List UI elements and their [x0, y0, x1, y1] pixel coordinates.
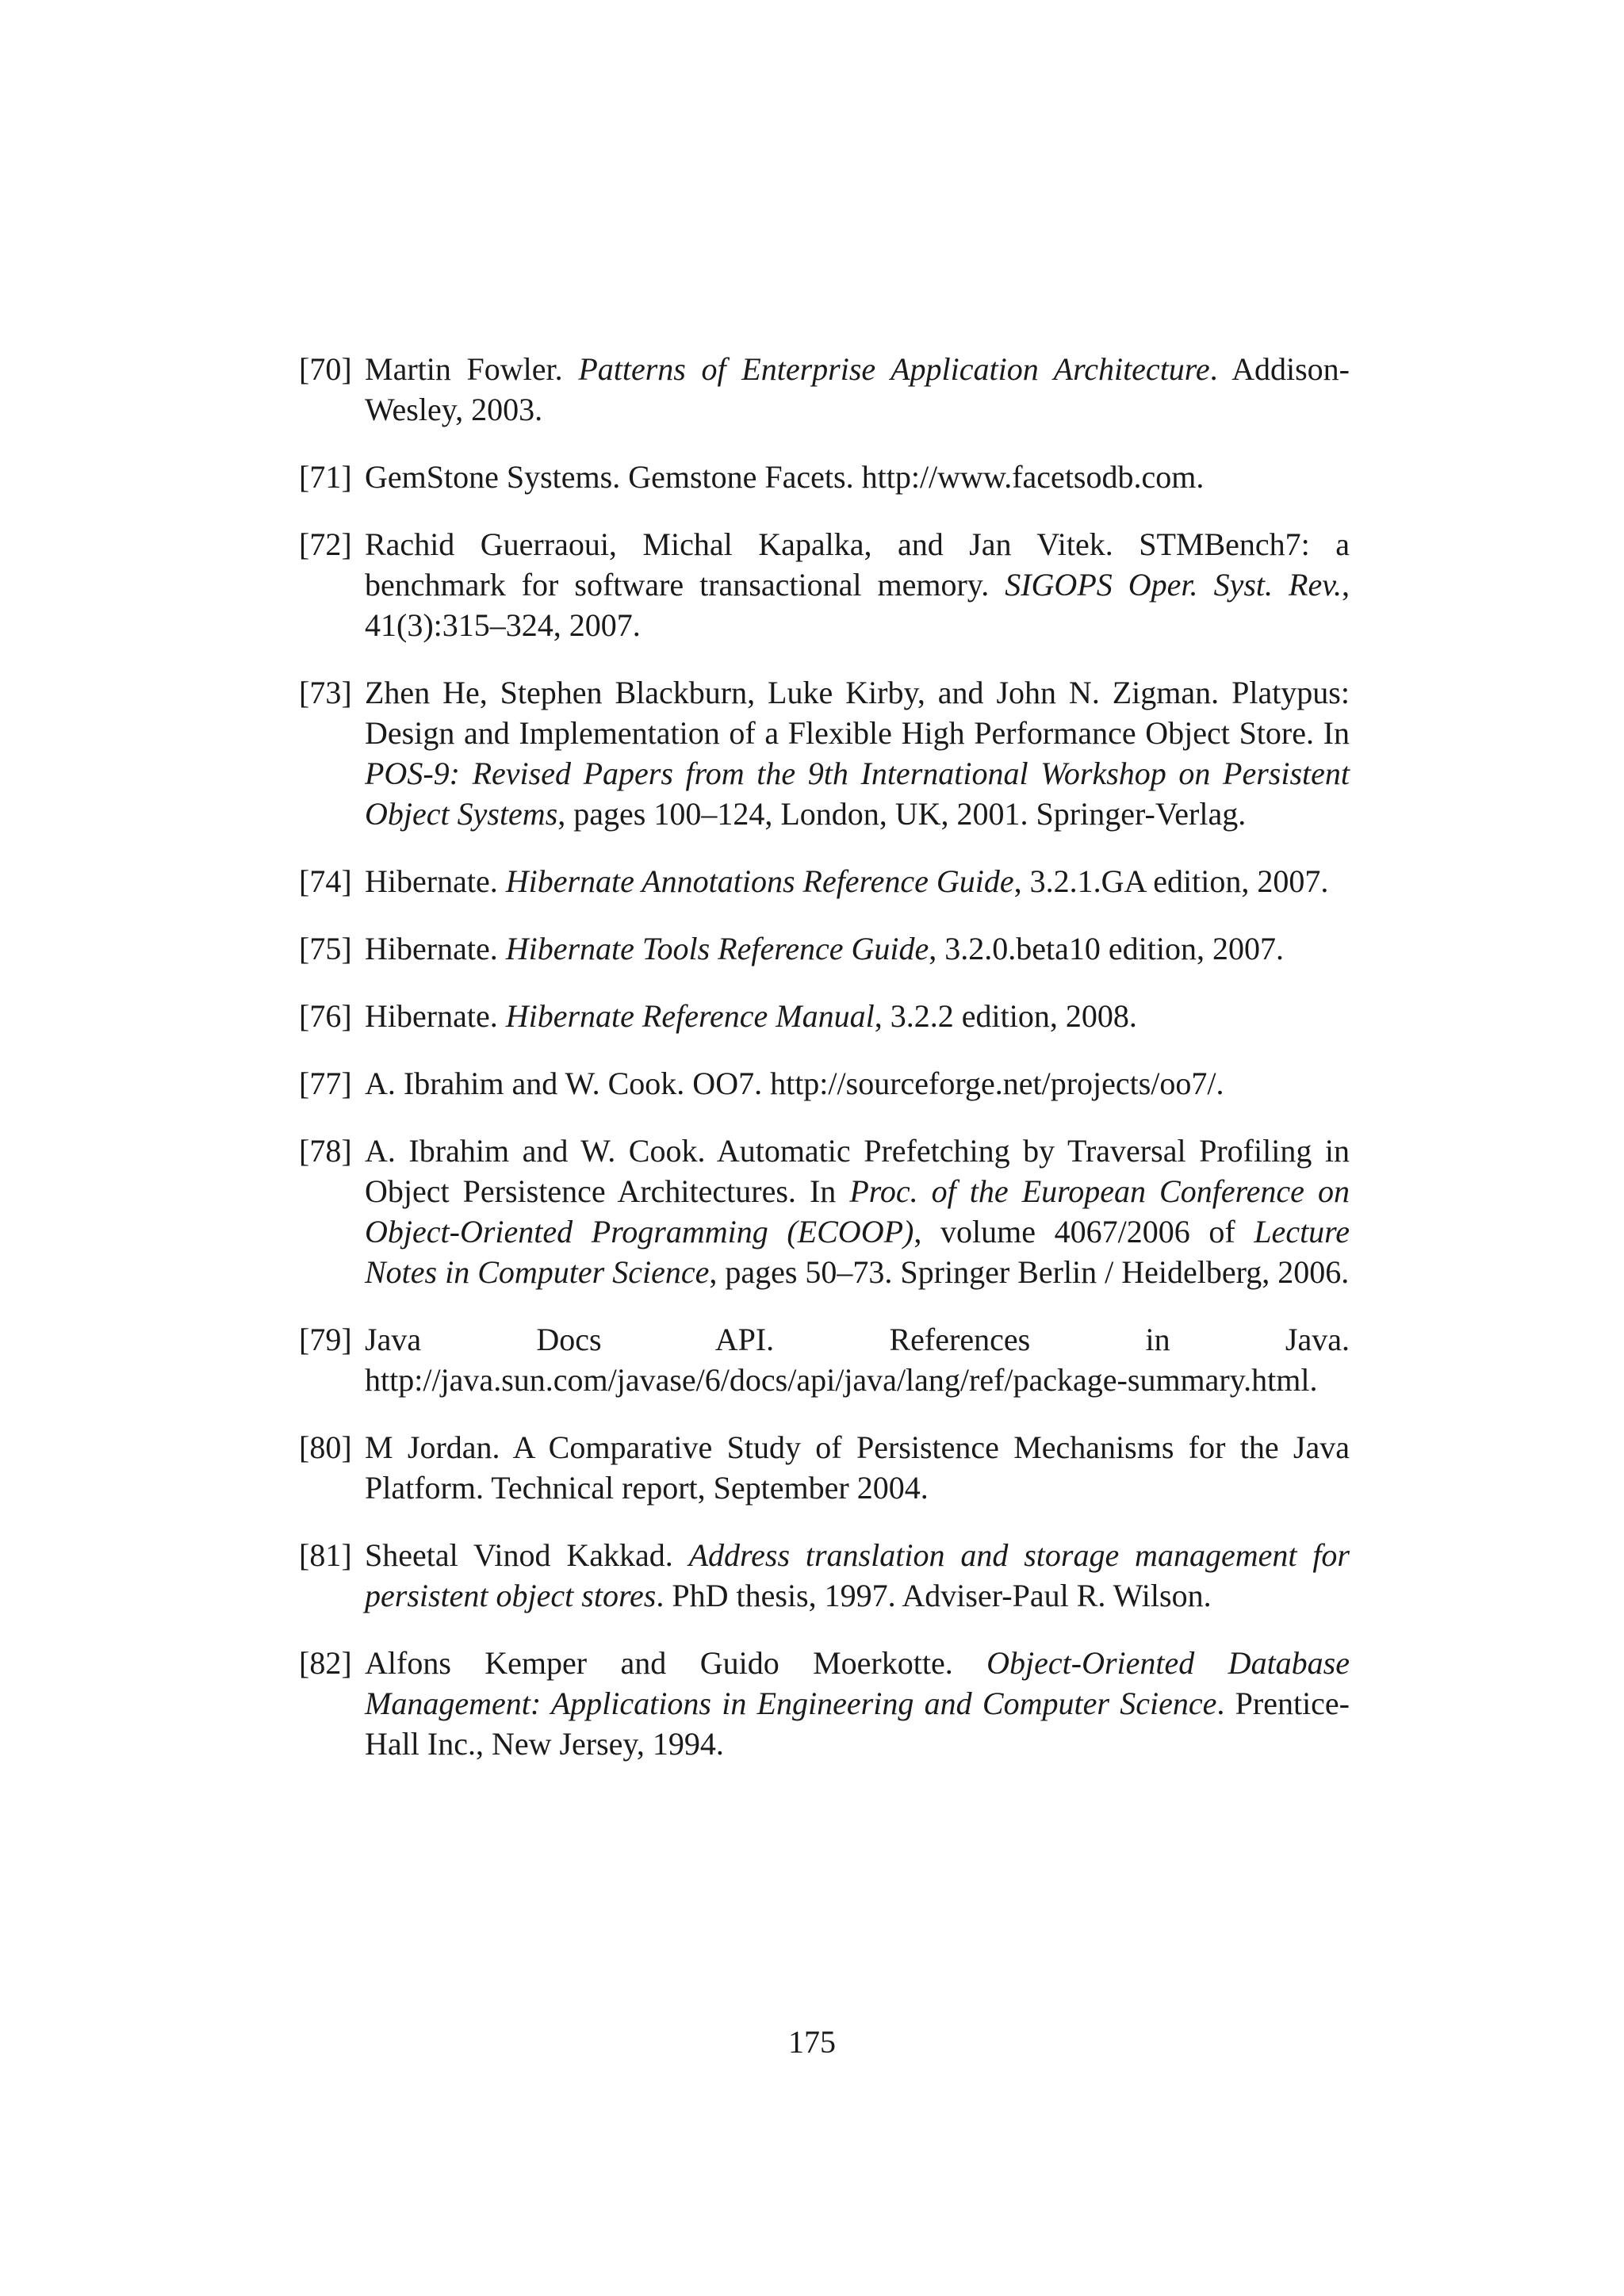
reference-entry	[299, 349, 1350, 430]
reference-title-italic: Lecture Notes in Computer Science	[365, 1214, 1350, 1290]
reference-text-segment: . Addison-Wesley, 2003.	[365, 351, 1350, 427]
reference-title-italic: SIGOPS Oper. Syst. Rev.	[1005, 567, 1342, 603]
reference-text	[365, 996, 1350, 1036]
page-number: 175	[788, 2024, 836, 2060]
reference-text-segment: Martin Fowler.	[365, 351, 579, 387]
reference-title-italic: Hibernate Tools Reference Guide	[505, 931, 929, 966]
reference-text-segment: , pages 50–73. Springer Berlin / Heidelberg, 2006.	[709, 1254, 1350, 1290]
reference-label: [80]	[299, 1429, 352, 1465]
reference-text-segment: , 3.2.1.GA edition, 2007.	[1013, 863, 1329, 899]
reference-text	[365, 1131, 1350, 1292]
reference-text-segment: A. Ibrahim and W. Cook. Automatic Prefetching by Traversal Profiling in Object Persistence Architectures. In	[365, 1133, 1350, 1209]
reference-text	[365, 1319, 1350, 1400]
reference-label: [74]	[299, 863, 352, 899]
reference-text	[365, 1643, 1350, 1764]
reference-text-segment: A. Ibrahim and W. Cook. OO7. http://sourceforge.net/projects/oo7/.	[365, 1066, 1224, 1101]
reference-label: [72]	[299, 526, 352, 562]
reference-entry	[299, 1131, 1350, 1292]
reference-entry	[299, 1319, 1350, 1400]
reference-title-italic: POS-9: Revised Papers from the 9th International Workshop on Persistent Object Systems	[365, 756, 1350, 832]
reference-entry	[299, 996, 1350, 1036]
reference-text-segment: , pages 100–124, London, UK, 2001. Springer-Verlag.	[557, 796, 1247, 832]
reference-text-segment: , 3.2.2 edition, 2008.	[874, 998, 1137, 1034]
reference-text-segment: , volume 4067/2006 of	[914, 1214, 1254, 1249]
reference-label: [75]	[299, 931, 352, 966]
reference-text-segment: Rachid Guerraoui, Michal Kapalka, and Jan Vitek. STMBench7: a benchmark for software transactional memory.	[365, 526, 1350, 603]
reference-entry	[299, 1427, 1350, 1508]
reference-label: [79]	[299, 1322, 352, 1357]
reference-text	[365, 861, 1350, 901]
reference-entry	[299, 861, 1350, 901]
reference-text-segment: Zhen He, Stephen Blackburn, Luke Kirby, and John N. Zigman. Platypus: Design and Implementation of a Flexible High Performance Object Store. In	[365, 675, 1350, 751]
reference-label: [73]	[299, 675, 352, 710]
reference-text-segment: Hibernate.	[365, 931, 506, 966]
reference-text	[365, 928, 1350, 969]
reference-text-segment: Sheetal Vinod Kakkad.	[365, 1537, 689, 1573]
reference-entry	[299, 1535, 1350, 1616]
reference-title-italic: Object-Oriented Database Management: Applications in Engineering and Computer Science	[365, 1645, 1350, 1721]
reference-entry	[299, 672, 1350, 834]
reference-title-italic: Hibernate Reference Manual	[505, 998, 875, 1034]
reference-text-segment: Hibernate.	[365, 863, 506, 899]
reference-text-segment: GemStone Systems. Gemstone Facets. http://www.facetsodb.com.	[365, 459, 1205, 495]
reference-title-italic: Hibernate Annotations Reference Guide	[505, 863, 1014, 899]
reference-label: [77]	[299, 1066, 352, 1101]
reference-text	[365, 524, 1350, 645]
reference-label: [70]	[299, 351, 352, 387]
reference-entry	[299, 1063, 1350, 1104]
reference-text-segment: Alfons Kemper and Guido Moerkotte.	[365, 1645, 987, 1681]
reference-entry	[299, 1643, 1350, 1764]
reference-text-segment: Java Docs API. References in Java. http://java.sun.com/javase/6/docs/api/java/lang/ref/package-summary.html.	[365, 1322, 1350, 1398]
reference-label: [78]	[299, 1133, 352, 1169]
reference-text-segment: . Prentice-Hall Inc., New Jersey, 1994.	[365, 1686, 1350, 1762]
reference-label: [82]	[299, 1645, 352, 1681]
reference-list	[299, 349, 1350, 1791]
reference-title-italic: Proc. of the European Conference on Object-Oriented Programming (ECOOP)	[365, 1173, 1350, 1249]
reference-title-italic: Address translation and storage management for persistent object stores	[365, 1537, 1350, 1613]
reference-entry	[299, 457, 1350, 497]
reference-text	[365, 1063, 1350, 1104]
reference-entry	[299, 524, 1350, 645]
reference-entry	[299, 928, 1350, 969]
reference-text-segment: M Jordan. A Comparative Study of Persistence Mechanisms for the Java Platform. Technical report, September 2004.	[365, 1429, 1350, 1506]
reference-text	[365, 672, 1350, 834]
reference-text-segment: , 3.2.0.beta10 edition, 2007.	[929, 931, 1285, 966]
reference-label: [76]	[299, 998, 352, 1034]
reference-text	[365, 349, 1350, 430]
reference-text	[365, 1427, 1350, 1508]
reference-text	[365, 457, 1350, 497]
reference-text-segment: , 41(3):315–324, 2007.	[365, 567, 1350, 643]
reference-title-italic: Patterns of Enterprise Application Architecture	[578, 351, 1210, 387]
reference-text-segment: . PhD thesis, 1997. Adviser-Paul R. Wilson.	[656, 1578, 1212, 1613]
reference-text-segment: Hibernate.	[365, 998, 506, 1034]
reference-text	[365, 1535, 1350, 1616]
reference-label: [71]	[299, 459, 352, 495]
reference-label: [81]	[299, 1537, 352, 1573]
